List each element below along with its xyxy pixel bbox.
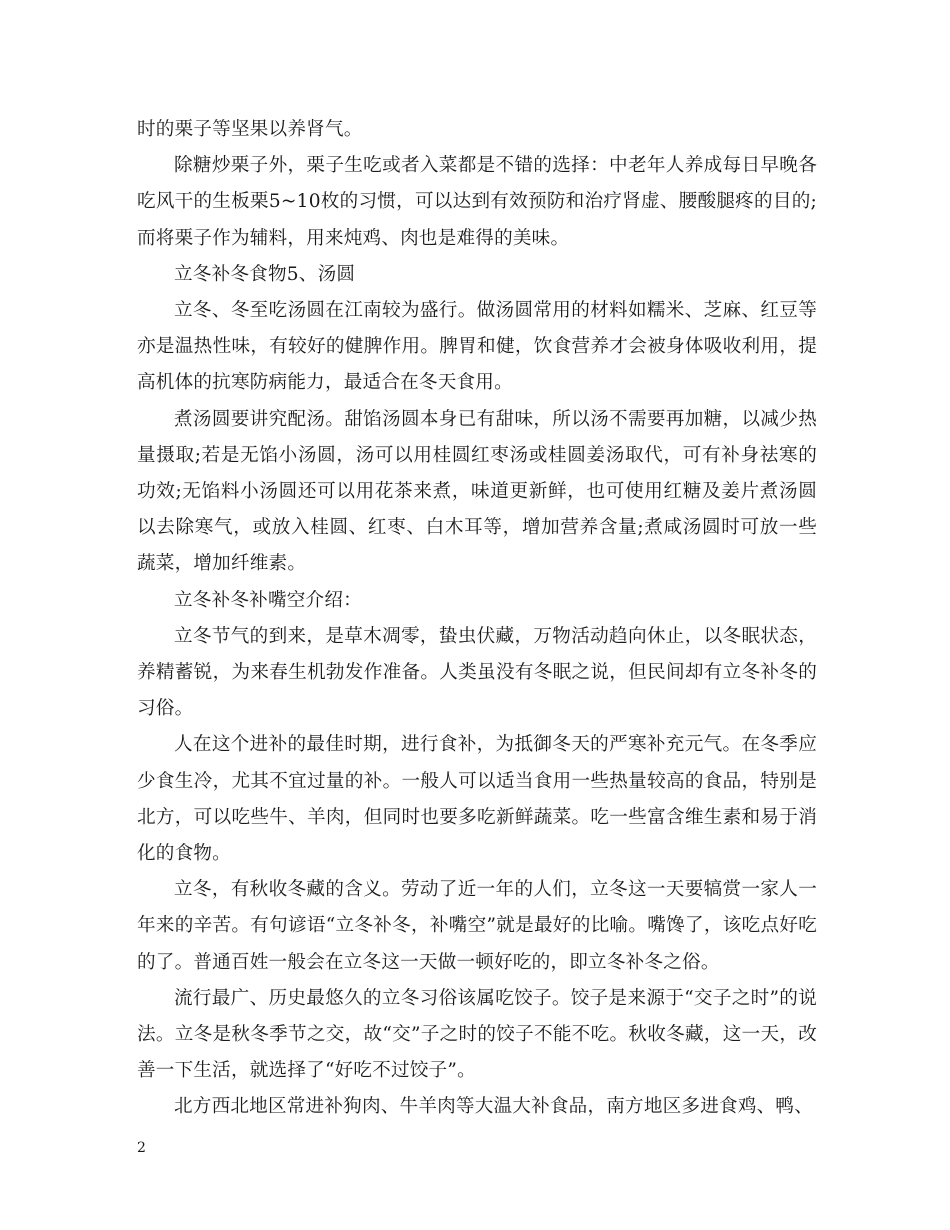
section-heading: 立冬补冬食物5、汤圆	[174, 263, 356, 285]
paragraph: 除糖炒栗子外，栗子生吃或者入菜都是不错的选择：中老年人养成每日早晚各吃风干的生板栗5~10枚的习惯，可以达到有效预防和治疗肾虚、腰酸腿疼的目的;而将栗子作为辅料，用来炖鸡、肉也是难得的美味。	[137, 155, 817, 249]
section-heading: 立冬补冬补嘴空介绍：	[174, 589, 362, 611]
paragraph: 立冬、冬至吃汤圆在江南较为盛行。做汤圆常用的材料如糯米、芝麻、红豆等亦是温热性味，有较好的健脾作用。脾胃和健，饮食营养才会被身体吸收利用，提高机体的抗寒防病能力，最适合在冬天食用。	[137, 300, 817, 394]
paragraph: 流行最广、历史最悠久的立冬习俗该属吃饺子。饺子是来源于“交子之时”的说法。立冬是秋冬季节之交，故“交”子之时的饺子不能不吃。秋收冬藏，这一天，改善一下生活，就选择了“好吃不过饺子”。	[137, 987, 817, 1082]
paragraph: 人在这个进补的最佳时期，进行食补，为抵御冬天的严寒补充元气。在冬季应少食生冷，尤其不宜过量的补。一般人可以适当食用一些热量较高的食品，特别是北方，可以吃些牛、羊肉，但同时也要多吃新鲜蔬菜。吃一些富含维生素和易于消化的食物。	[137, 734, 817, 865]
paragraph: 时的栗子等坚果以养肾气。	[137, 119, 363, 140]
page-number: 2	[137, 1140, 146, 1156]
paragraph: 北方西北地区常进补狗肉、牛羊肉等大温大补食品，南方地区多进食鸡、鸭、	[174, 1096, 813, 1118]
paragraph: 立冬节气的到来，是草木凋零，蛰虫伏藏，万物活动趋向休止，以冬眠状态，养精蓄锐，为来春生机勃发作准备。人类虽没有冬眠之说，但民间却有立冬补冬的习俗。	[137, 625, 817, 720]
paragraph: 煮汤圆要讲究配汤。甜馅汤圆本身已有甜味，所以汤不需要再加糖，以减少热量摄取;若是无馅小汤圆，汤可以用桂圆红枣汤或桂圆姜汤取代，可有补身祛寒的功效;无馅料小汤圆还可以用花茶来煮，味道更新鲜，也可使用红糖及姜片煮汤圆以去除寒气，或放入桂圆、红枣、白木耳等，增加营养含量;煮咸汤圆时可放一些蔬菜，增加纤维素。	[137, 408, 817, 575]
paragraph: 立冬，有秋收冬藏的含义。劳动了近一年的人们，立冬这一天要犒赏一家人一年来的辛苦。有句谚语“立冬补冬，补嘴空”就是最好的比喻。嘴馋了，该吃点好吃的了。普通百姓一般会在立冬这一天做一顿好吃的，即立冬补冬之俗。	[137, 879, 817, 973]
body-text	[137, 112, 817, 1126]
